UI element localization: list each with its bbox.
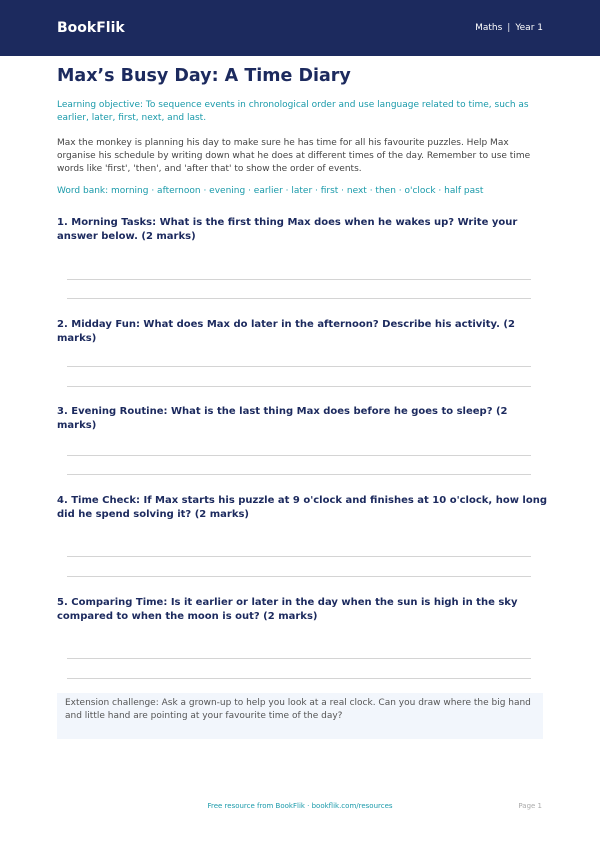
question-1: 1. Morning Tasks: What is the first thing Max does when he wakes up? Write your answer below. (2 marks) [57, 217, 518, 242]
meta-separator: | [507, 23, 511, 33]
extension-challenge: Extension challenge: Ask a grown-up to help you look at a real clock. Can you draw where the big hand and little hand are pointing at your favourite time of the day? [57, 693, 543, 739]
question-5: 5. Comparing Time: Is it earlier or later in the day when the sun is high in the sky compared to when the moon is out? (2 marks) [57, 597, 518, 622]
answer-line[interactable] [67, 366, 531, 367]
answer-line[interactable] [67, 455, 531, 456]
page-title: Max’s Busy Day: A Time Diary [57, 66, 351, 86]
answer-line[interactable] [67, 474, 531, 475]
subject-label: Maths [475, 23, 503, 33]
answer-line[interactable] [67, 279, 531, 280]
answer-line[interactable] [67, 386, 531, 387]
word-bank: Word bank: morning · afternoon · evening · earlier · later · first · next · then · o'clock · half past [57, 186, 484, 196]
footer-resource[interactable]: Free resource from BookFlik · bookflik.com/resources [207, 802, 393, 810]
answer-line[interactable] [67, 658, 531, 659]
answer-line[interactable] [67, 556, 531, 557]
subject-meta [475, 23, 543, 33]
learning-objective: Learning objective: To sequence events in chronological order and use language related to time, such as earlier, later, first, next, and last. [57, 100, 529, 123]
answer-line[interactable] [67, 678, 531, 679]
answer-line[interactable] [67, 298, 531, 299]
intro-paragraph: Max the monkey is planning his day to make sure he has time for all his favourite puzzles. Help Max organise his schedule by writing down what he does at different times of the day. Remember to use time words like 'first', 'then', and 'after that' to show the order of events. [57, 138, 531, 174]
question-4: 4. Time Check: If Max starts his puzzle at 9 o'clock and finishes at 10 o'clock, how long did he spend solving it? (2 marks) [57, 495, 547, 520]
question-3: 3. Evening Routine: What is the last thing Max does before he goes to sleep? (2 marks) [57, 406, 508, 431]
question-2: 2. Midday Fun: What does Max do later in the afternoon? Describe his activity. (2 marks) [57, 319, 515, 344]
year-label: Year 1 [515, 23, 543, 33]
brand-logo: BookFlik [57, 20, 125, 36]
answer-line[interactable] [67, 576, 531, 577]
page-header [0, 0, 600, 56]
page-number: Page 1 [518, 802, 542, 810]
